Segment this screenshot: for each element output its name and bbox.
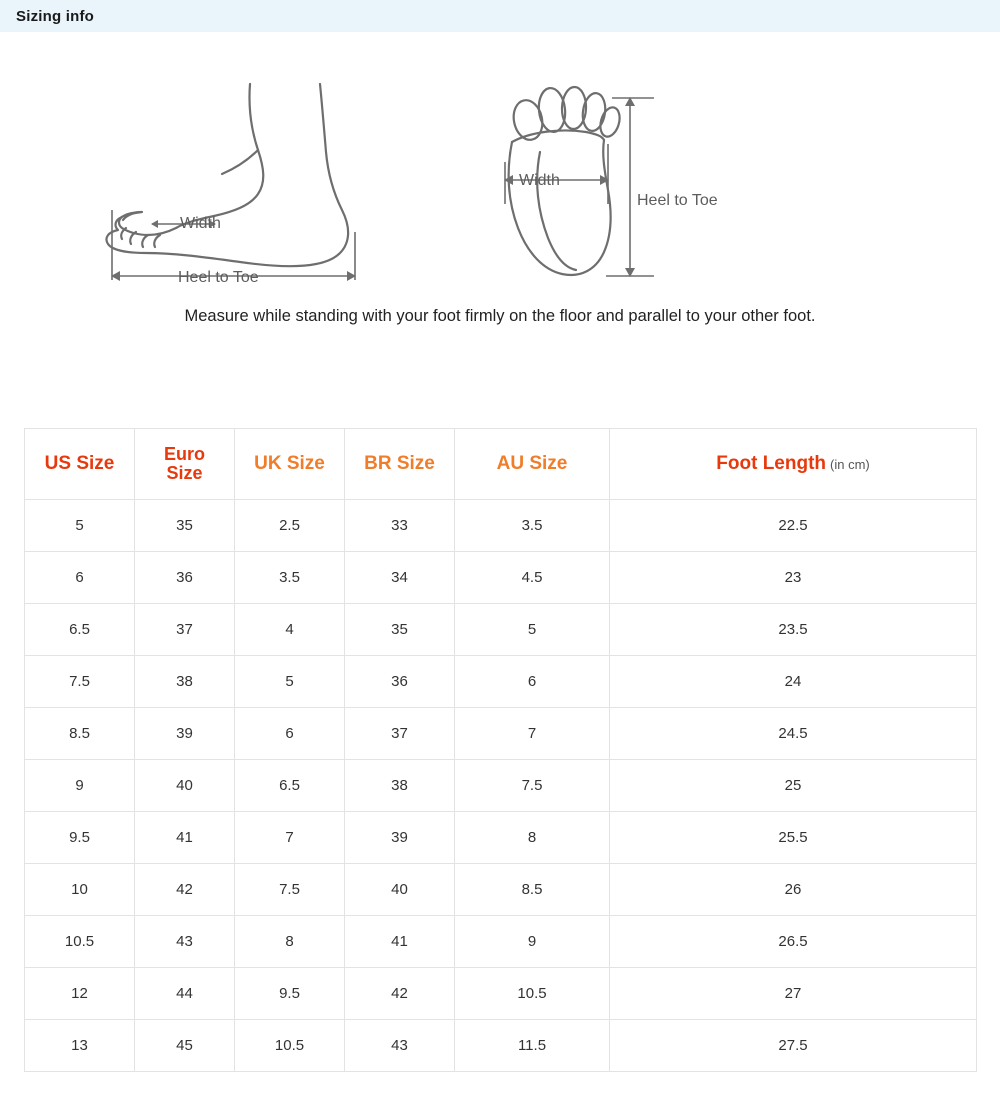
table-cell: 5 (455, 604, 610, 656)
size-chart-container (24, 428, 976, 1072)
column-header-au-size-label: AU Size (496, 453, 568, 474)
table-cell: 39 (345, 812, 455, 864)
table-cell: 4.5 (455, 552, 610, 604)
table-row (25, 604, 977, 656)
table-cell: 40 (345, 864, 455, 916)
table-cell: 23.5 (610, 604, 977, 656)
table-cell: 2.5 (235, 500, 345, 552)
table-cell: 3.5 (235, 552, 345, 604)
column-header-br-size (345, 429, 455, 500)
table-row (25, 552, 977, 604)
table-cell: 9.5 (235, 968, 345, 1020)
column-header-uk-size-label: UK Size (254, 453, 325, 474)
table-cell: 43 (345, 1020, 455, 1072)
table-cell: 6.5 (235, 760, 345, 812)
table-cell: 10.5 (455, 968, 610, 1020)
table-cell: 27 (610, 968, 977, 1020)
side-view-heel-to-toe-label: Heel to Toe (178, 269, 259, 286)
column-header-foot-length-label: Foot Length (716, 453, 827, 474)
table-cell: 3.5 (455, 500, 610, 552)
table-cell: 23 (610, 552, 977, 604)
table-cell: 10.5 (235, 1020, 345, 1072)
table-cell: 45 (135, 1020, 235, 1072)
column-header-us-size-label: US Size (44, 453, 115, 474)
top-view-width-label: Width (519, 172, 560, 189)
table-cell: 4 (235, 604, 345, 656)
table-cell: 9 (25, 760, 135, 812)
size-chart-body (25, 500, 977, 1072)
table-header-row (25, 429, 977, 500)
table-cell: 7.5 (25, 656, 135, 708)
table-cell: 22.5 (610, 500, 977, 552)
table-cell: 38 (135, 656, 235, 708)
page-title: Sizing info (16, 7, 95, 25)
table-cell: 42 (135, 864, 235, 916)
table-cell: 9.5 (25, 812, 135, 864)
table-cell: 13 (25, 1020, 135, 1072)
side-view-width-label: Width (180, 215, 221, 232)
column-header-au-size (455, 429, 610, 500)
column-header-br-size-label: BR Size (364, 453, 435, 474)
table-cell: 37 (345, 708, 455, 760)
foot-diagram-svg (0, 32, 1000, 312)
size-chart-table (24, 428, 977, 1072)
table-cell: 25 (610, 760, 977, 812)
table-row (25, 708, 977, 760)
table-cell: 33 (345, 500, 455, 552)
table-cell: 7 (455, 708, 610, 760)
table-cell: 8.5 (25, 708, 135, 760)
table-cell: 8 (235, 916, 345, 968)
table-row (25, 864, 977, 916)
table-cell: 42 (345, 968, 455, 1020)
table-cell: 11.5 (455, 1020, 610, 1072)
table-cell: 10.5 (25, 916, 135, 968)
table-cell: 6 (455, 656, 610, 708)
table-row (25, 968, 977, 1020)
side-view-foot-outline (106, 84, 348, 266)
table-cell: 41 (135, 812, 235, 864)
table-cell: 6 (25, 552, 135, 604)
table-cell: 41 (345, 916, 455, 968)
table-cell: 38 (345, 760, 455, 812)
column-header-foot-length-unit: (in cm) (830, 457, 870, 472)
table-row (25, 500, 977, 552)
table-cell: 26.5 (610, 916, 977, 968)
table-cell: 34 (345, 552, 455, 604)
table-cell: 6.5 (25, 604, 135, 656)
table-row (25, 1020, 977, 1072)
table-row (25, 760, 977, 812)
table-cell: 36 (345, 656, 455, 708)
column-header-foot-length (610, 429, 977, 500)
table-cell: 24 (610, 656, 977, 708)
table-cell: 27.5 (610, 1020, 977, 1072)
column-header-euro-size-label: Euro Size (163, 444, 205, 483)
column-header-uk-size (235, 429, 345, 500)
table-cell: 44 (135, 968, 235, 1020)
top-view-heel-to-toe-label: Heel to Toe (637, 192, 718, 209)
top-view-heel-to-toe-arrow (606, 97, 654, 277)
column-header-us-size (25, 429, 135, 500)
table-cell: 25.5 (610, 812, 977, 864)
table-cell: 35 (135, 500, 235, 552)
table-row (25, 916, 977, 968)
column-header-euro-size (135, 429, 235, 500)
table-cell: 12 (25, 968, 135, 1020)
table-cell: 8 (455, 812, 610, 864)
table-row (25, 656, 977, 708)
table-cell: 7 (235, 812, 345, 864)
table-cell: 7.5 (455, 760, 610, 812)
table-cell: 5 (235, 656, 345, 708)
table-cell: 5 (25, 500, 135, 552)
table-cell: 7.5 (235, 864, 345, 916)
table-cell: 39 (135, 708, 235, 760)
table-cell: 40 (135, 760, 235, 812)
table-cell: 6 (235, 708, 345, 760)
table-cell: 43 (135, 916, 235, 968)
table-cell: 26 (610, 864, 977, 916)
table-cell: 36 (135, 552, 235, 604)
table-cell: 35 (345, 604, 455, 656)
sizing-info-header (0, 0, 1000, 32)
table-row (25, 812, 977, 864)
table-cell: 24.5 (610, 708, 977, 760)
table-cell: 8.5 (455, 864, 610, 916)
measure-instruction-note: Measure while standing with your foot firmly on the floor and parallel to your other foot. (184, 307, 816, 325)
foot-measurement-diagram (0, 32, 1000, 412)
table-cell: 9 (455, 916, 610, 968)
table-cell: 37 (135, 604, 235, 656)
table-cell: 10 (25, 864, 135, 916)
